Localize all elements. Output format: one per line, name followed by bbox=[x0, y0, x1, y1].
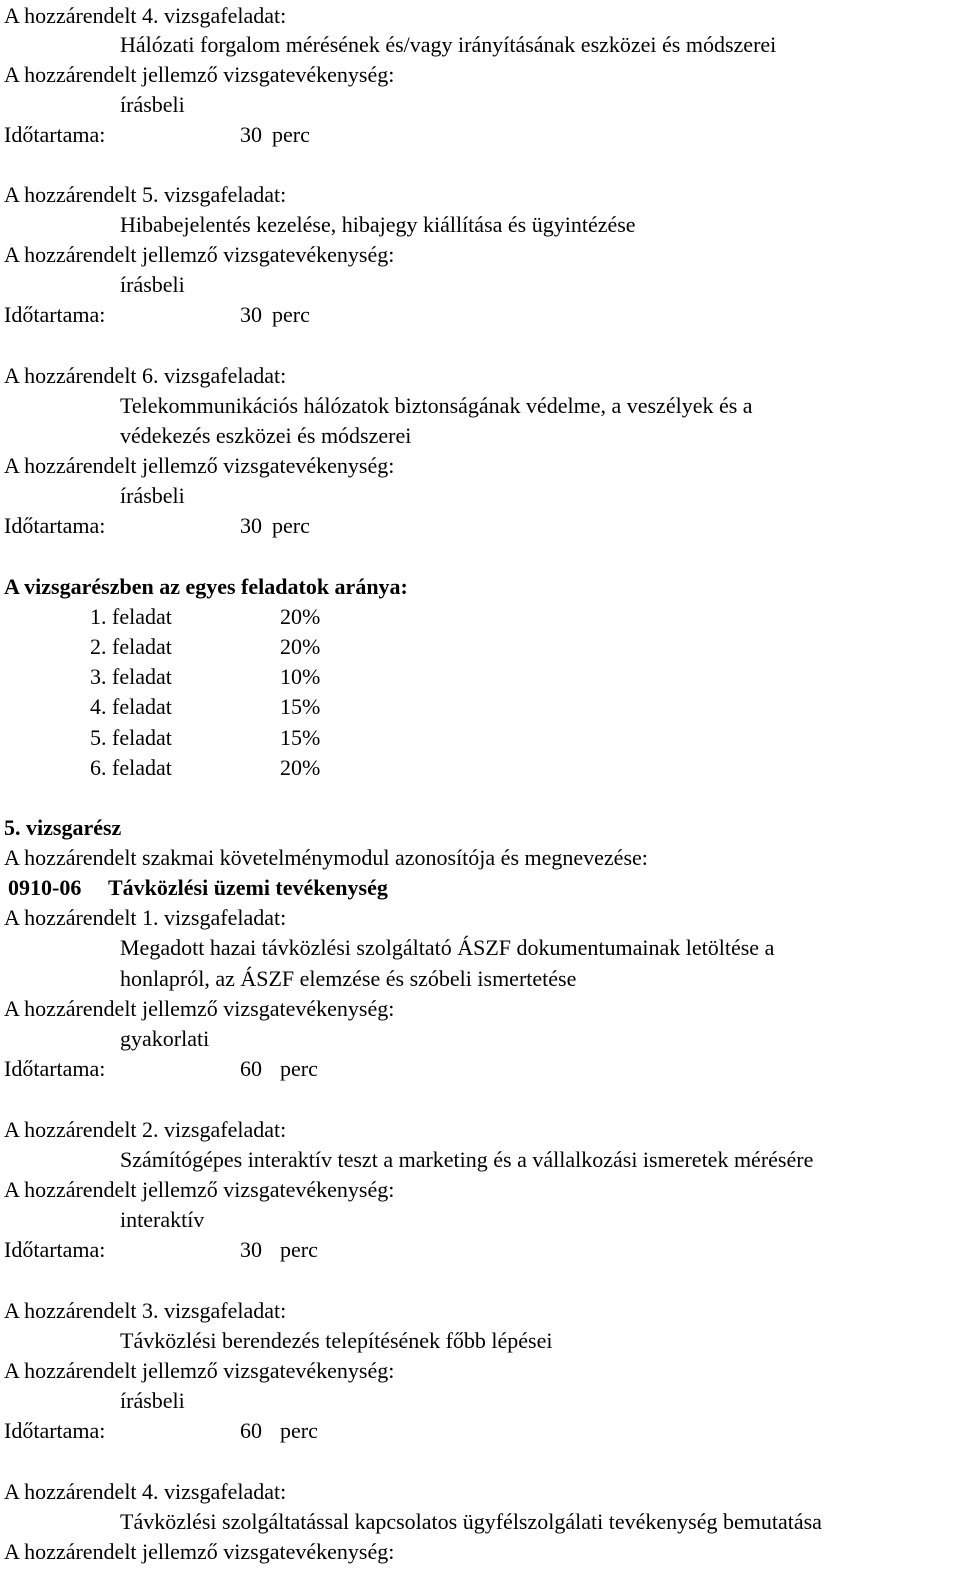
activity-label: A hozzárendelt jellemző vizsgatevékenység: bbox=[4, 453, 395, 478]
duration-value: 30 bbox=[240, 1237, 262, 1262]
activity-label: A hozzárendelt jellemző vizsgatevékenység: bbox=[4, 242, 395, 267]
task-title-continued: védekezés eszközei és módszerei bbox=[120, 423, 412, 448]
ratio-percent: 20% bbox=[280, 604, 321, 629]
duration-unit: perc bbox=[280, 1056, 318, 1081]
module-name: Távközlési üzemi tevékenység bbox=[108, 875, 388, 900]
ratio-task: 4. feladat bbox=[90, 694, 172, 719]
duration-unit: perc bbox=[280, 1237, 318, 1262]
duration-value: 30 bbox=[240, 302, 262, 327]
duration-label: Időtartama: bbox=[4, 122, 106, 147]
task-title: Távközlési berendezés telepítésének főbb lépései bbox=[120, 1328, 553, 1353]
section-heading: 5. vizsgarész bbox=[4, 815, 122, 840]
duration-unit: perc bbox=[272, 513, 310, 538]
task-title: Hibabejelentés kezelése, hibajegy kiállítása és ügyintézése bbox=[120, 212, 636, 237]
task-title: Távközlési szolgáltatással kapcsolatos ügyfélszolgálati tevékenység bemutatása bbox=[120, 1509, 822, 1534]
activity-label: A hozzárendelt jellemző vizsgatevékenység: bbox=[4, 996, 395, 1021]
task-title: Telekommunikációs hálózatok biztonságának védelme, a veszélyek és a bbox=[120, 393, 753, 418]
ratio-task: 3. feladat bbox=[90, 664, 172, 689]
activity-value: írásbeli bbox=[120, 1388, 185, 1413]
duration-value: 30 bbox=[240, 122, 262, 147]
duration-unit: perc bbox=[280, 1418, 318, 1443]
activity-value: írásbeli bbox=[120, 272, 185, 297]
duration-unit: perc bbox=[272, 302, 310, 327]
module-code: 0910-06 bbox=[8, 875, 82, 900]
task-title: Megadott hazai távközlési szolgáltató ÁSZF dokumentumainak letöltése a bbox=[120, 935, 775, 960]
duration-unit: perc bbox=[272, 122, 310, 147]
ratio-percent: 15% bbox=[280, 725, 321, 750]
task-title-continued: honlapról, az ÁSZF elemzése és szóbeli ismertetése bbox=[120, 966, 577, 991]
activity-value: írásbeli bbox=[120, 483, 185, 508]
task-header: A hozzárendelt 4. vizsgafeladat: bbox=[4, 1479, 287, 1504]
duration-label: Időtartama: bbox=[4, 1237, 106, 1262]
activity-value: interaktív bbox=[120, 1207, 205, 1232]
activity-label: A hozzárendelt jellemző vizsgatevékenység: bbox=[4, 1358, 395, 1383]
activity-value: írásbeli bbox=[120, 92, 185, 117]
duration-label: Időtartama: bbox=[4, 302, 106, 327]
duration-label: Időtartama: bbox=[4, 513, 106, 538]
task-header: A hozzárendelt 6. vizsgafeladat: bbox=[4, 363, 287, 388]
task-title: Számítógépes interaktív teszt a marketing és a vállalkozási ismeretek mérésére bbox=[120, 1147, 814, 1172]
task-header: A hozzárendelt 5. vizsgafeladat: bbox=[4, 182, 287, 207]
activity-label: A hozzárendelt jellemző vizsgatevékenység: bbox=[4, 1177, 395, 1202]
ratio-percent: 20% bbox=[280, 634, 321, 659]
ratio-percent: 20% bbox=[280, 755, 321, 780]
task-title: Hálózati forgalom mérésének és/vagy irányításának eszközei és módszerei bbox=[120, 32, 777, 57]
activity-label: A hozzárendelt jellemző vizsgatevékenység: bbox=[4, 1539, 395, 1564]
ratio-task: 1. feladat bbox=[90, 604, 172, 629]
task-header: A hozzárendelt 4. vizsgafeladat: bbox=[4, 3, 287, 28]
ratio-heading: A vizsgarészben az egyes feladatok aránya: bbox=[4, 574, 408, 599]
duration-value: 30 bbox=[240, 513, 262, 538]
module-label: A hozzárendelt szakmai követelménymodul azonosítója és megnevezése: bbox=[4, 845, 648, 870]
duration-value: 60 bbox=[240, 1418, 262, 1443]
task-header: A hozzárendelt 3. vizsgafeladat: bbox=[4, 1298, 287, 1323]
ratio-task: 6. feladat bbox=[90, 755, 172, 780]
duration-label: Időtartama: bbox=[4, 1418, 106, 1443]
ratio-percent: 10% bbox=[280, 664, 321, 689]
duration-label: Időtartama: bbox=[4, 1056, 106, 1081]
ratio-task: 2. feladat bbox=[90, 634, 172, 659]
ratio-task: 5. feladat bbox=[90, 725, 172, 750]
activity-value: gyakorlati bbox=[120, 1026, 210, 1051]
ratio-percent: 15% bbox=[280, 694, 321, 719]
task-header: A hozzárendelt 2. vizsgafeladat: bbox=[4, 1117, 287, 1142]
duration-value: 60 bbox=[240, 1056, 262, 1081]
activity-label: A hozzárendelt jellemző vizsgatevékenység: bbox=[4, 62, 395, 87]
task-header: A hozzárendelt 1. vizsgafeladat: bbox=[4, 905, 287, 930]
